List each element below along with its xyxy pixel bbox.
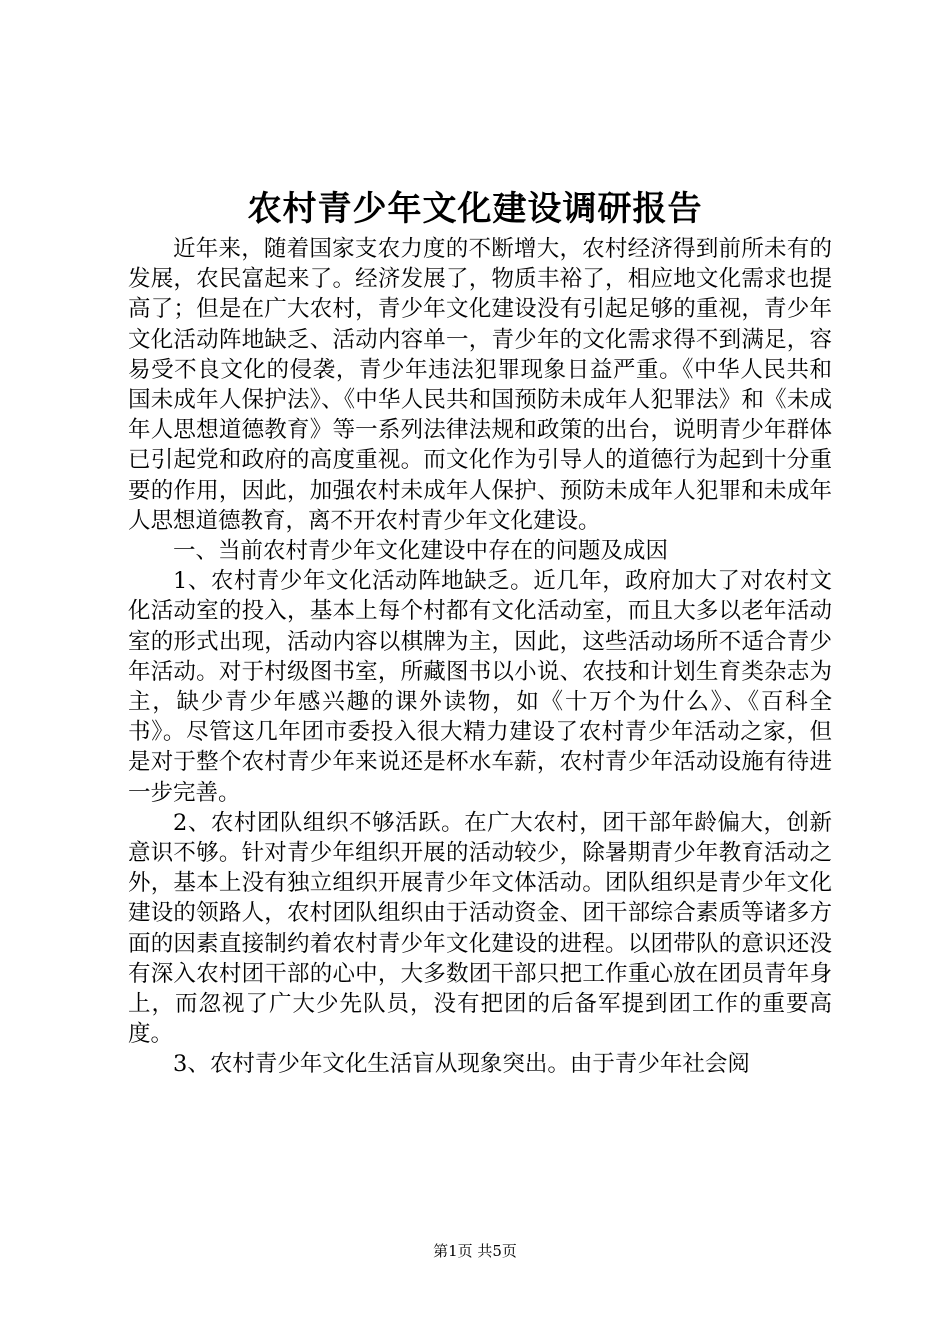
page-number-footer: 第1页 共5页: [433, 1242, 517, 1260]
paragraph-item-3: 3、农村青少年文化生活盲从现象突出。由于青少年社会阅: [173, 1051, 750, 1078]
paragraph-intro: 近年来，随着国家支农力度的不断增大，农村经济得到前所未有的发展，农民富起来了。经济发展了，物质丰裕了，相应地文化需求也提高了；但是在广大农村，青少年文化建设没有引起足够的重视，青少年文化活动阵地缺乏、活动内容单一，青少年的文化需求得不到满足，容易受不良文化的侵袭，青少年违法犯罪现象日益严重。《中华人民共和国未成年人保护法》、《中华人民共和国预防未成年人犯罪法》和《未成年人思想道德教育》等一系列法律法规和政策的出台，说明青少年群体已引起党和政府的高度重视。而文化作为引导人的道德行为起到十分重要的作用，因此，加强农村未成年人保护、预防未成年人犯罪和未成年人思想道德教育，离不开农村青少年文化建设。: [128, 236, 832, 534]
paragraph-item-1: 1、农村青少年文化活动阵地缺乏。近几年，政府加大了对农村文化活动室的投入，基本上每个村都有文化活动室，而且大多以老年活动室的形式出现，活动内容以棋牌为主，因此，这些活动场所不适合青少年活动。对于村级图书室，所藏图书以小说、农技和计划生育类杂志为主，缺少青少年感兴趣的课外读物，如《十万个为什么》、《百科全书》。尽管这几年团市委投入很大精力建设了农村青少年活动之家，但是对于整个农村青少年来说还是杯水车薪，农村青少年活动设施有待进一步完善。: [128, 568, 832, 806]
document-title: 农村青少年文化建设调研报告: [247, 189, 703, 229]
paragraph-item-2: 2、农村团队组织不够活跃。在广大农村，团干部年龄偏大，创新意识不够。针对青少年组织开展的活动较少，除暑期青少年教育活动之外，基本上没有独立组织开展青少年文体活动。团队组织是青少年文化建设的领路人，农村团队组织由于活动资金、团干部综合素质等诸多方面的因素直接制约着农村青少年文化建设的进程。以团带队的意识还没有深入农村团干部的心中，大多数团干部只把工作重心放在团员青年身上，而忽视了广大少先队员，没有把团的后备军提到团工作的重要高度。: [128, 809, 832, 1048]
document-body: [128, 234, 832, 1080]
section-heading-1: 一、当前农村青少年文化建设中存在的问题及成因: [173, 538, 669, 565]
